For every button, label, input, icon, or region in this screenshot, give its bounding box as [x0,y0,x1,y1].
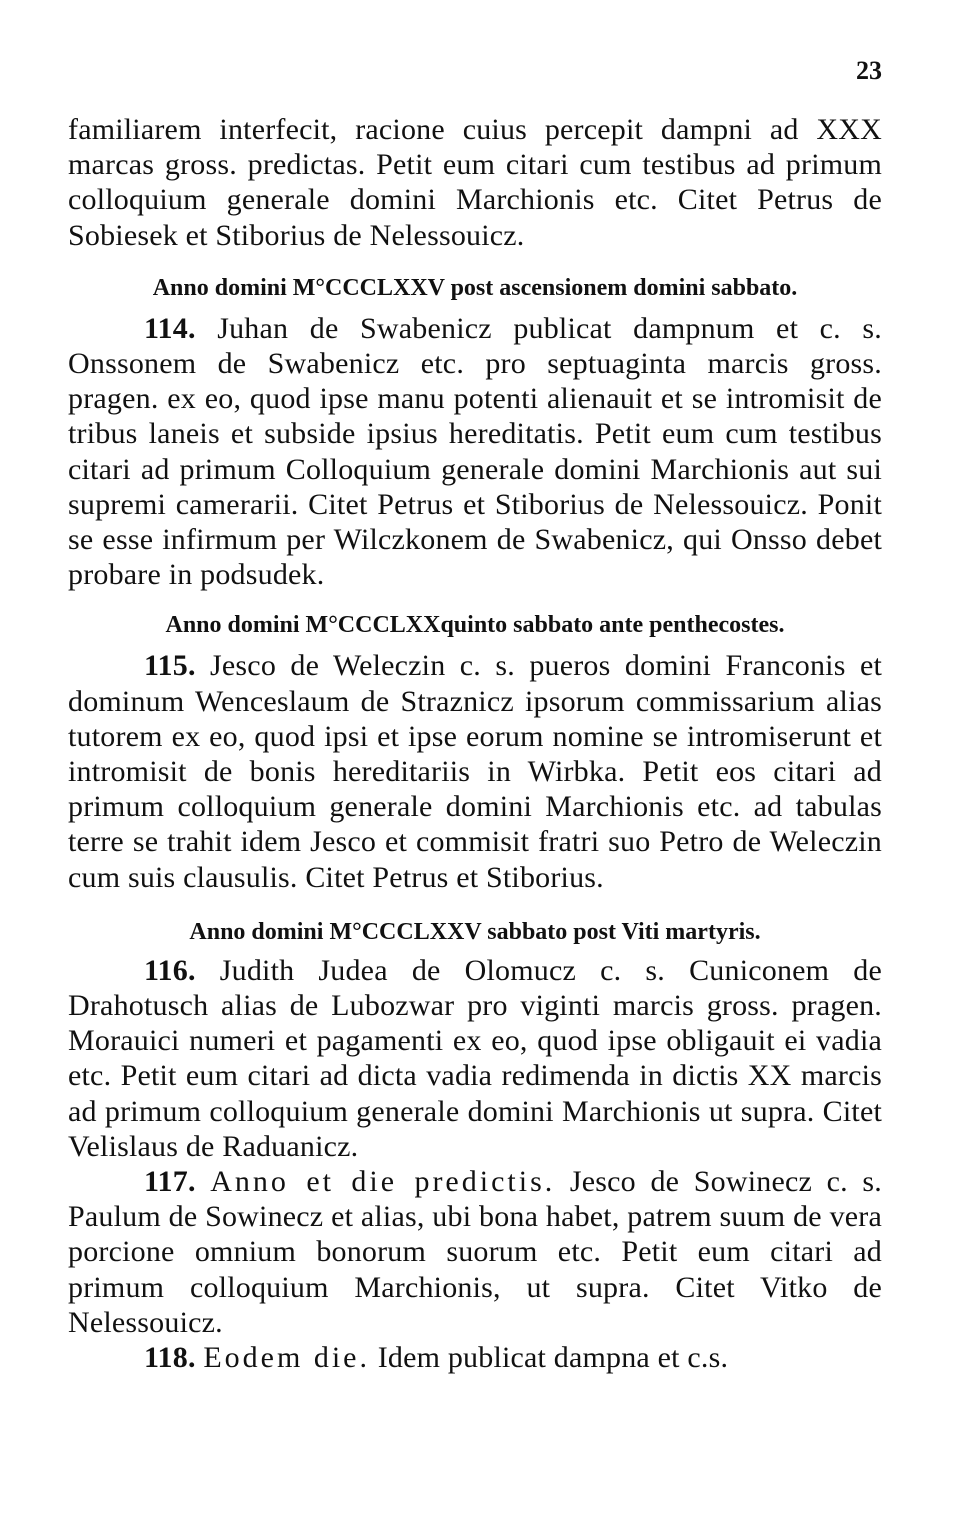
entry-118 [68,1340,882,1375]
entry-text: Juhan de Swabenicz publicat dampnum et c. s. Onssonem de Swabenicz etc. pro septuaginta marcis gross. pragen. ex eo, quod ipse manu potenti alienauit et se intromisit de tribus laneis et subside ipsius hereditatis. Petit eum cum testibus citari ad primum Colloquium generale domini Marchionis aut sui supremi camerarii. Citet Petrus et Stiborius de Nelessouicz. Ponit se esse infirmum per Wilczkonem de Swabenicz, qui Onsso debet probare in podsudek. [68,311,882,592]
entry-114 [68,311,882,593]
entry-text: Idem publicat dampna et c.s. [377,1341,729,1375]
entry-117 [68,1164,882,1340]
entry-date-phrase: Eodem die. [203,1341,370,1375]
entry-text: Jesco de Sowinecz c. s. Paulum de Sowinecz et alias, ubi bona habet, patrem suum de vera porcione omnium bonorum suorum etc. Petit eum citari ad primum colloquium Marchionis, ut supra. Citet Vitko de Nelessouicz. [68,1165,882,1339]
paragraph-continuation [68,112,882,253]
paragraph-text: familiarem interfecit, racione cuius percepit dampni ad XXX marcas gross. predictas. Petit eum citari cum testibus ad primum colloquium generale domini Marchionis etc. Citet Petrus de Sobiesek et Stiborius de Nelessouicz. [68,113,882,252]
page-number: 23 [856,56,882,85]
entry-115 [68,648,882,894]
section-heading: Anno domini M°CCCLXXV post ascensionem domini sabbato. [152,274,798,301]
section-heading: Anno domini M°CCCLXXV sabbato post Viti martyris. [189,918,761,945]
entry-text: Judith Judea de Olomucz c. s. Cuniconem de Drahotusch alias de Lubozwar pro viginti marcis gross. pragen. Morauici numeri et pagamenti ex eo, quod ipse obligauit ei vadia etc. Petit eum citari ad dicta vadia redimenda in dictis XX marcis ad primum colloquium generale domini Marchionis ut supra. Citet Velislaus de Raduanicz. [68,953,883,1163]
entry-date-phrase: Anno et die predictis. [210,1165,556,1199]
entry-number: 115. [144,649,196,683]
entry-number: 118. [144,1341,196,1375]
entry-number: 117. [144,1165,196,1199]
section-heading: Anno domini M°CCCLXXquinto sabbato ante penthecostes. [165,612,785,639]
entry-text: Jesco de Weleczin c. s. pueros domini Franconis et dominum Wenceslaum de Straznicz ipsorum commissarium alias tutorem ex eo, quod ipsi et ipse eorum nomine se intromiserunt et intromisit de bonis hereditariis in Wirbka. Petit eos citari ad primum colloquium generale domini Marchionis etc. ad tabulas terre se trahit idem Jesco et commisit fratri suo Petro de Weleczin cum suis clausulis. Citet Petrus et Stiborius. [68,649,883,894]
page-body [68,112,882,1375]
entry-116 [68,953,882,1164]
entry-number: 116. [144,953,196,987]
entry-number: 114. [144,311,196,345]
